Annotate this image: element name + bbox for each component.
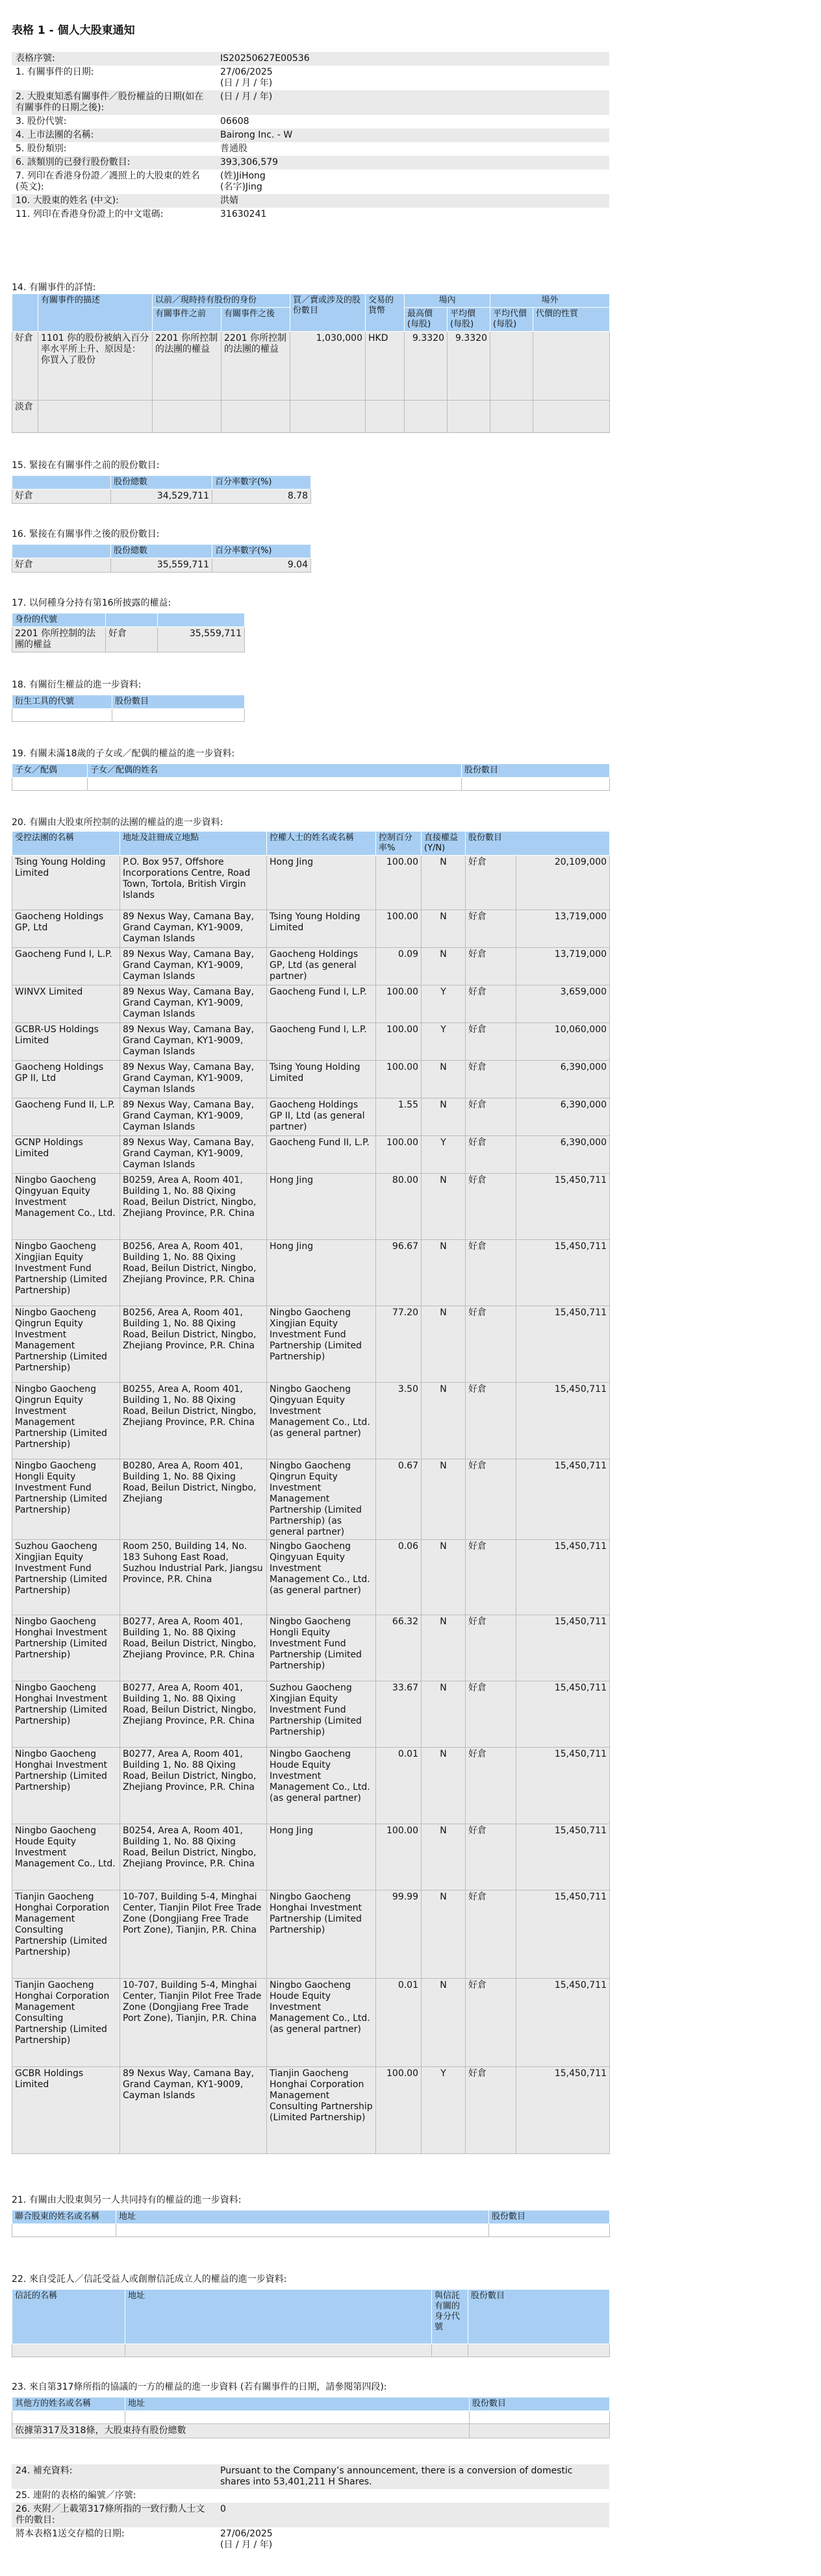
shares: 15,450,711 bbox=[516, 2067, 610, 2154]
corporation-address: 89 Nexus Way, Camana Bay, Grand Cayman, KY1-9009, Cayman Islands bbox=[120, 1023, 267, 1061]
control-percent: 0.01 bbox=[376, 1979, 422, 2067]
col-party-name: 其他方的姓名或名稱 bbox=[12, 2397, 125, 2411]
direct-interest: N bbox=[422, 1890, 466, 1979]
direct-interest: N bbox=[422, 1681, 466, 1748]
section-15-label: 15. 緊接在有關事件之前的股份數目: bbox=[12, 460, 160, 471]
table-row bbox=[12, 2067, 610, 2154]
controller-name: Ningbo Gaocheng Hongli Equity Investment Fund Partnership (Limited Partnership) bbox=[267, 1615, 376, 1681]
shares: 15,450,711 bbox=[516, 1748, 610, 1824]
position-long: 好倉 bbox=[466, 1174, 516, 1240]
field-hint: (日 / 月 / 年) bbox=[220, 78, 273, 88]
shares: 6,390,000 bbox=[516, 1136, 610, 1174]
spouse-child-table bbox=[12, 763, 610, 791]
capacity-before: 2201 你所控制的法團的權益 bbox=[153, 332, 221, 401]
corporation-address: 89 Nexus Way, Camana Bay, Grand Cayman, KY1-9009, Cayman Islands bbox=[120, 910, 267, 948]
section-17-label: 17. 以何種身分持有第16所披露的權益: bbox=[12, 598, 171, 608]
shares: 13,719,000 bbox=[516, 948, 610, 985]
col-shares: 股份數目 bbox=[466, 832, 610, 856]
section-19-label: 19. 有關未滿18歲的子女或／配偶的權益的進一步資料: bbox=[12, 749, 235, 759]
col-before: 有關事件之前 bbox=[153, 308, 221, 332]
position-long: 好倉 bbox=[466, 948, 516, 985]
corporation-name: Gaocheng Holdings GP II, Ltd bbox=[12, 1061, 120, 1098]
position-long: 好倉 bbox=[12, 332, 38, 401]
table-row bbox=[12, 1890, 610, 1979]
field-value: (姓)JiHong bbox=[220, 171, 266, 181]
position-long: 好倉 bbox=[466, 1540, 516, 1615]
col-capacity: 以前／現時持有股份的身份 bbox=[153, 294, 290, 308]
control-percent: 66.32 bbox=[376, 1615, 422, 1681]
position-long: 好倉 bbox=[466, 1240, 516, 1306]
table-row bbox=[12, 1023, 610, 1061]
direct-interest: N bbox=[422, 1061, 466, 1098]
corporation-name: Gaocheng Holdings GP, Ltd bbox=[12, 910, 120, 948]
shares: 15,450,711 bbox=[516, 1459, 610, 1540]
controller-name: Ningbo Gaocheng Qingrun Equity Investment Management Partnership (Limited Partnership) (as general partner) bbox=[267, 1459, 376, 1540]
col-on-exchange: 場內 bbox=[405, 294, 490, 308]
field-label: 2. 大股東知悉有關事件／股份權益的日期(如在有關事件的日期之後): bbox=[12, 90, 216, 115]
corporation-name: Ningbo Gaocheng Hongli Equity Investment Fund Partnership (Limited Partnership) bbox=[12, 1459, 120, 1540]
table-row bbox=[12, 1748, 610, 1824]
corporation-address: 89 Nexus Way, Camana Bay, Grand Cayman, KY1-9009, Cayman Islands bbox=[120, 1098, 267, 1136]
direct-interest: N bbox=[422, 1979, 466, 2067]
controlled-corporations-table bbox=[12, 831, 610, 2154]
col-capacity-code: 身份的代號 bbox=[12, 613, 106, 627]
shares: 15,450,711 bbox=[516, 1890, 610, 1979]
col-shares: 股份數目 bbox=[470, 2397, 610, 2411]
corporation-name: Suzhou Gaocheng Xingjian Equity Investment Fund Partnership (Limited Partnership) bbox=[12, 1540, 120, 1615]
corporation-address: B0256, Area A, Room 401, Building 1, No. 88 Qixing Road, Beilun District, Ningbo, Zhejiang Province, P.R. China bbox=[120, 1306, 267, 1383]
control-percent: 33.67 bbox=[376, 1681, 422, 1748]
corporation-address: 89 Nexus Way, Camana Bay, Grand Cayman, KY1-9009, Cayman Islands bbox=[120, 948, 267, 985]
position-long: 好倉 bbox=[466, 1306, 516, 1383]
field-hint: (日 / 月 / 年) bbox=[220, 2540, 273, 2550]
total-shares: 34,529,711 bbox=[111, 489, 212, 504]
control-percent: 100.00 bbox=[376, 1061, 422, 1098]
shares: 15,450,711 bbox=[516, 1540, 610, 1615]
capacity-after: 2201 你所控制的法團的權益 bbox=[221, 332, 290, 401]
field-label: 11. 列印在香港身份證上的中文電碼: bbox=[16, 209, 164, 219]
shares: 15,450,711 bbox=[516, 1240, 610, 1306]
col-percent: 百分率數字(%) bbox=[212, 476, 311, 489]
shares: 20,109,000 bbox=[516, 856, 610, 910]
col-control-percent: 控制百分率% bbox=[376, 832, 422, 856]
shares: 15,450,711 bbox=[516, 1824, 610, 1890]
corporation-address: B0259, Area A, Room 401, Building 1, No. 88 Qixing Road, Beilun District, Ningbo, Zhejiang Province, P.R. China bbox=[120, 1174, 267, 1240]
controller-name: Hong Jing bbox=[267, 1240, 376, 1306]
field-label: 5. 股份類別: bbox=[16, 143, 67, 154]
direct-interest: N bbox=[422, 1540, 466, 1615]
col-avg-price: 平均價(每股) bbox=[448, 308, 490, 332]
corporation-address: B0277, Area A, Room 401, Building 1, No. 88 Qixing Road, Beilun District, Ningbo, Zhejiang Province, P.R. China bbox=[120, 1681, 267, 1748]
field-label: 24. 補充資料: bbox=[12, 2464, 216, 2489]
table-row bbox=[12, 1681, 610, 1748]
position-short: 淡倉 bbox=[12, 401, 38, 433]
controller-name: Hong Jing bbox=[267, 1824, 376, 1890]
corporation-name: GCBR-US Holdings Limited bbox=[12, 1023, 120, 1061]
control-percent: 96.67 bbox=[376, 1240, 422, 1306]
position-long: 好倉 bbox=[466, 1681, 516, 1748]
controller-name: Tianjin Gaocheng Honghai Corporation Management Consulting Partnership (Limited Partnership) bbox=[267, 2067, 376, 2154]
corporation-address: 89 Nexus Way, Camana Bay, Grand Cayman, KY1-9009, Cayman Islands bbox=[120, 1136, 267, 1174]
col-derivative-code: 衍生工具的代號 bbox=[12, 695, 112, 709]
field-label: 3. 股份代號: bbox=[16, 116, 67, 127]
control-percent: 100.00 bbox=[376, 856, 422, 910]
controller-name: Gaocheng Holdings GP, Ltd (as general partner) bbox=[267, 948, 376, 985]
section-16-label: 16. 緊接在有關事件之後的股份數目: bbox=[12, 529, 160, 539]
filing-date: 27/06/2025 bbox=[220, 2529, 273, 2539]
position-long: 好倉 bbox=[466, 985, 516, 1023]
col-avg-consideration: 平均代價(每股) bbox=[490, 308, 533, 332]
corporation-address: P.O. Box 957, Offshore Incorporations Centre, Road Town, Tortola, British Virgin Islands bbox=[120, 856, 267, 910]
controller-name: Tsing Young Holding Limited bbox=[267, 1061, 376, 1098]
position-long: 好倉 bbox=[466, 910, 516, 948]
controller-name: Ningbo Gaocheng Houde Equity Investment Management Co., Ltd. (as general partner) bbox=[267, 1748, 376, 1824]
position-long: 好倉 bbox=[466, 1824, 516, 1890]
avg-price: 9.3320 bbox=[448, 332, 490, 401]
table-row bbox=[12, 1098, 610, 1136]
corporation-address: 89 Nexus Way, Camana Bay, Grand Cayman, KY1-9009, Cayman Islands bbox=[120, 2067, 267, 2154]
control-percent: 0.01 bbox=[376, 1748, 422, 1824]
control-percent: 77.20 bbox=[376, 1306, 422, 1383]
corporation-address: 89 Nexus Way, Camana Bay, Grand Cayman, KY1-9009, Cayman Islands bbox=[120, 985, 267, 1023]
field-value: 06608 bbox=[220, 116, 249, 127]
controller-name: Suzhou Gaocheng Xingjian Equity Investment Fund Partnership (Limited Partnership) bbox=[267, 1681, 376, 1748]
total-shares: 35,559,711 bbox=[111, 558, 212, 573]
controller-name: Gaocheng Holdings GP II, Ltd (as general partner) bbox=[267, 1098, 376, 1136]
position-long: 好倉 bbox=[466, 1136, 516, 1174]
field-label: 6. 該類別的已發行股份數目: bbox=[12, 156, 216, 169]
corporation-name: Tsing Young Holding Limited bbox=[12, 856, 120, 910]
corporation-name: Gaocheng Fund II, L.P. bbox=[12, 1098, 120, 1136]
position-long: 好倉 bbox=[466, 1979, 516, 2067]
col-currency: 交易的貨幣 bbox=[366, 294, 405, 332]
position-long: 好倉 bbox=[466, 2067, 516, 2154]
direct-interest: N bbox=[422, 910, 466, 948]
corporation-address: B0277, Area A, Room 401, Building 1, No. 88 Qixing Road, Beilun District, Ningbo, Zhejiang Province, P.R. China bbox=[120, 1748, 267, 1824]
control-percent: 1.55 bbox=[376, 1098, 422, 1136]
col-shares: 買／賣或涉及的股份數目 bbox=[290, 294, 366, 332]
position-long: 好倉 bbox=[12, 558, 111, 573]
field-label: 將本表格1送交存檔的日期: bbox=[12, 2527, 216, 2552]
control-percent: 100.00 bbox=[376, 1136, 422, 1174]
table-row bbox=[12, 1306, 610, 1383]
field-value: Bairong Inc. - W bbox=[216, 129, 609, 142]
event-details-table bbox=[12, 293, 610, 433]
position-long: 好倉 bbox=[106, 627, 158, 652]
field-label: 7. 列印在香港身份證／護照上的大股東的姓名(英文): bbox=[16, 171, 200, 192]
trust-table bbox=[12, 2289, 610, 2357]
col-event: 有關事件的描述 bbox=[38, 294, 153, 332]
direct-interest: N bbox=[422, 1615, 466, 1681]
derivative-table bbox=[12, 695, 245, 722]
control-percent: 0.06 bbox=[376, 1540, 422, 1615]
col-corporation: 受控法團的名稱 bbox=[12, 832, 120, 856]
field-value: 393,306,579 bbox=[216, 156, 609, 169]
field-label: 4. 上市法團的名稱: bbox=[12, 129, 216, 142]
field-value: 普通股 bbox=[220, 143, 247, 154]
position-long: 好倉 bbox=[466, 856, 516, 910]
shares-before-table bbox=[12, 475, 311, 504]
control-percent: 100.00 bbox=[376, 910, 422, 948]
field-label: 25. 連附的表格的編號／序號: bbox=[12, 2489, 216, 2503]
controller-name: Ningbo Gaocheng Houde Equity Investment Management Co., Ltd. (as general partner) bbox=[267, 1979, 376, 2067]
corporation-address: 10-707, Building 5-4, Minghai Center, Tianjin Pilot Free Trade Zone (Dongjiang Free Trade Port Zone), Tianjin, P.R. China bbox=[120, 1979, 267, 2067]
control-percent: 99.99 bbox=[376, 1890, 422, 1979]
corporation-name: Ningbo Gaocheng Honghai Investment Partnership (Limited Partnership) bbox=[12, 1615, 120, 1681]
position-long: 好倉 bbox=[466, 1890, 516, 1979]
col-high-price: 最高價(每股) bbox=[405, 308, 448, 332]
position-long: 好倉 bbox=[466, 1098, 516, 1136]
field-value: (日 / 月 / 年) bbox=[216, 90, 609, 115]
table-row bbox=[12, 1136, 610, 1174]
position-long: 好倉 bbox=[466, 1023, 516, 1061]
table-row bbox=[12, 1061, 610, 1098]
field-value: 0 bbox=[216, 2503, 609, 2527]
col-consideration-nature: 代價的性質 bbox=[533, 308, 610, 332]
corporation-name: Tianjin Gaocheng Honghai Corporation Management Consulting Partnership (Limited Partnership) bbox=[12, 1890, 120, 1979]
table-row bbox=[12, 1174, 610, 1240]
direct-interest: N bbox=[422, 1174, 466, 1240]
controller-name: Gaocheng Fund I, L.P. bbox=[267, 1023, 376, 1061]
direct-interest: Y bbox=[422, 2067, 466, 2154]
table-row bbox=[12, 1459, 610, 1540]
capacity-table bbox=[12, 613, 245, 652]
percent: 8.78 bbox=[212, 489, 311, 504]
col-direct: 直接權益(Y/N) bbox=[422, 832, 466, 856]
controller-name: Ningbo Gaocheng Xingjian Equity Investment Fund Partnership (Limited Partnership) bbox=[267, 1306, 376, 1383]
col-trust-name: 信託的名稱 bbox=[12, 2290, 125, 2344]
col-relation: 子女／配偶 bbox=[12, 764, 88, 778]
currency: HKD bbox=[366, 332, 405, 401]
table-row bbox=[12, 856, 610, 910]
col-address: 地址 bbox=[116, 2211, 489, 2224]
col-total: 股份總數 bbox=[111, 476, 212, 489]
shares: 15,450,711 bbox=[516, 1174, 610, 1240]
corporation-address: B0280, Area A, Room 401, Building 1, No. 88 Qixing Road, Beilun District, Ningbo, Zhejiang bbox=[120, 1459, 267, 1540]
section-14-label: 14. 有關事件的詳情: bbox=[12, 282, 96, 293]
shares: 15,450,711 bbox=[516, 1979, 610, 2067]
col-shares: 股份數目 bbox=[468, 2290, 610, 2344]
table-row bbox=[12, 948, 610, 985]
position-long: 好倉 bbox=[466, 1615, 516, 1681]
direct-interest: Y bbox=[422, 1023, 466, 1061]
control-percent: 100.00 bbox=[376, 1824, 422, 1890]
corporation-name: Ningbo Gaocheng Honghai Investment Partnership (Limited Partnership) bbox=[12, 1681, 120, 1748]
direct-interest: N bbox=[422, 1383, 466, 1459]
shares: 13,719,000 bbox=[516, 910, 610, 948]
col-after: 有關事件之後 bbox=[221, 308, 290, 332]
direct-interest: N bbox=[422, 1306, 466, 1383]
position-long: 好倉 bbox=[466, 1459, 516, 1540]
shares: 10,060,000 bbox=[516, 1023, 610, 1061]
section-21-label: 21. 有關由大股東與另一人共同持有的權益的進一步資料: bbox=[12, 2195, 242, 2205]
direct-interest: Y bbox=[422, 1136, 466, 1174]
col-joint-name: 聯合股東的姓名或名稱 bbox=[12, 2211, 116, 2224]
shares-after-table bbox=[12, 544, 311, 573]
corporation-address: B0255, Area A, Room 401, Building 1, No. 88 Qixing Road, Beilun District, Ningbo, Zhejiang Province, P.R. China bbox=[120, 1383, 267, 1459]
direct-interest: N bbox=[422, 1824, 466, 1890]
shares: 6,390,000 bbox=[516, 1098, 610, 1136]
table-row bbox=[12, 1824, 610, 1890]
col-total: 股份總數 bbox=[111, 545, 212, 558]
corporation-name: GCBR Holdings Limited bbox=[12, 2067, 120, 2154]
shares: 35,559,711 bbox=[158, 627, 245, 652]
direct-interest: Y bbox=[422, 985, 466, 1023]
table-row bbox=[12, 1615, 610, 1681]
section-317-total-label: 依據第317及318條，大股東持有股份總數 bbox=[12, 2424, 470, 2438]
high-price: 9.3320 bbox=[405, 332, 448, 401]
direct-interest: N bbox=[422, 1240, 466, 1306]
control-percent: 100.00 bbox=[376, 1023, 422, 1061]
control-percent: 100.00 bbox=[376, 2067, 422, 2154]
direct-interest: N bbox=[422, 1098, 466, 1136]
direct-interest: N bbox=[422, 856, 466, 910]
shares: 15,450,711 bbox=[516, 1615, 610, 1681]
col-address: 地址 bbox=[125, 2397, 470, 2411]
corporation-name: Ningbo Gaocheng Xingjian Equity Investment Fund Partnership (Limited Partnership) bbox=[12, 1240, 120, 1306]
section-23-label: 23. 來自第317條所指的協議的一方的權益的進一步資料 (若有關事件的日期，請參閱第四段): bbox=[12, 2382, 387, 2392]
corporation-name: WINVX Limited bbox=[12, 985, 120, 1023]
table-row bbox=[12, 1979, 610, 2067]
field-value: 27/06/2025 bbox=[220, 67, 273, 77]
corporation-name: Ningbo Gaocheng Qingrun Equity Investment Management Partnership (Limited Partnership) bbox=[12, 1383, 120, 1459]
corporation-address: B0277, Area A, Room 401, Building 1, No. 88 Qixing Road, Beilun District, Ningbo, Zhejiang Province, P.R. China bbox=[120, 1615, 267, 1681]
shares-involved: 1,030,000 bbox=[290, 332, 366, 401]
col-percent: 百分率數字(%) bbox=[212, 545, 311, 558]
shares: 6,390,000 bbox=[516, 1061, 610, 1098]
col-off-exchange: 場外 bbox=[490, 294, 610, 308]
section-20-label: 20. 有關由大股東所控制的法團的權益的進一步資料: bbox=[12, 817, 223, 828]
shares: 15,450,711 bbox=[516, 1681, 610, 1748]
control-percent: 3.50 bbox=[376, 1383, 422, 1459]
corporation-name: Tianjin Gaocheng Honghai Corporation Management Consulting Partnership (Limited Partnership) bbox=[12, 1979, 120, 2067]
field-value: 31630241 bbox=[220, 209, 267, 219]
controller-name: Gaocheng Fund I, L.P. bbox=[267, 985, 376, 1023]
supplementary-info: Pursuant to the Company’s announcement, there is a conversion of domestic shares into 53,401,211 H Shares. bbox=[216, 2464, 609, 2489]
field-value: 洪婧 bbox=[216, 194, 609, 208]
control-percent: 80.00 bbox=[376, 1174, 422, 1240]
col-shares: 股份數目 bbox=[112, 695, 245, 709]
corporation-address: B0254, Area A, Room 401, Building 1, No. 88 Qixing Road, Beilun District, Ningbo, Zhejiang Province, P.R. China bbox=[120, 1824, 267, 1890]
shares: 15,450,711 bbox=[516, 1383, 610, 1459]
col-name: 子女／配偶的姓名 bbox=[88, 764, 462, 778]
corporation-address: 10-707, Building 5-4, Minghai Center, Tianjin Pilot Free Trade Zone (Dongjiang Free Trade Port Zone), Tianjin, P.R. China bbox=[120, 1890, 267, 1979]
corporation-name: Ningbo Gaocheng Houde Equity Investment Management Co., Ltd. bbox=[12, 1824, 120, 1890]
corporation-name: Ningbo Gaocheng Qingrun Equity Investment Management Partnership (Limited Partnership) bbox=[12, 1306, 120, 1383]
col-controller: 控權人士的姓名或名稱 bbox=[267, 832, 376, 856]
field-label: 10. 大股東的姓名 (中文): bbox=[12, 194, 216, 208]
shares: 3,659,000 bbox=[516, 985, 610, 1023]
field-value: (名字)Jing bbox=[220, 182, 262, 192]
direct-interest: N bbox=[422, 948, 466, 985]
col-trust-capacity: 與信託有關的身分代號 bbox=[432, 2290, 468, 2344]
position-long: 好倉 bbox=[466, 1061, 516, 1098]
table-row bbox=[12, 985, 610, 1023]
controller-name: Tsing Young Holding Limited bbox=[267, 910, 376, 948]
footer-fields bbox=[12, 2464, 609, 2552]
corporation-address: B0256, Area A, Room 401, Building 1, No. 88 Qixing Road, Beilun District, Ningbo, Zhejiang Province, P.R. China bbox=[120, 1240, 267, 1306]
col-shares: 股份數目 bbox=[462, 764, 610, 778]
direct-interest: N bbox=[422, 1748, 466, 1824]
controller-name: Ningbo Gaocheng Honghai Investment Partnership (Limited Partnership) bbox=[267, 1890, 376, 1979]
corporation-address: Room 250, Building 14, No. 183 Suhong East Road, Suzhou Industrial Park, Jiangsu Province, P.R. China bbox=[120, 1540, 267, 1615]
controller-name: Hong Jing bbox=[267, 856, 376, 910]
corporation-name: Ningbo Gaocheng Honghai Investment Partnership (Limited Partnership) bbox=[12, 1748, 120, 1824]
percent: 9.04 bbox=[212, 558, 311, 573]
corporation-address: 89 Nexus Way, Camana Bay, Grand Cayman, KY1-9009, Cayman Islands bbox=[120, 1061, 267, 1098]
table-row bbox=[12, 910, 610, 948]
col-address: 地址及註冊成立地點 bbox=[120, 832, 267, 856]
controller-name: Hong Jing bbox=[267, 1174, 376, 1240]
table-row bbox=[12, 1240, 610, 1306]
field-label: 1. 有關事件的日期: bbox=[16, 67, 94, 77]
position-long: 好倉 bbox=[466, 1748, 516, 1824]
control-percent: 0.09 bbox=[376, 948, 422, 985]
table-row bbox=[12, 1540, 610, 1615]
joint-holders-table bbox=[12, 2210, 610, 2237]
form-title: 表格 1 - 個人大股東通知 bbox=[12, 24, 135, 37]
event-description: 1101 你的股份被納入百分率水平所上升、原因是：你買入了股份 bbox=[38, 332, 153, 401]
control-percent: 0.67 bbox=[376, 1459, 422, 1540]
field-label: 表格序號: bbox=[12, 52, 216, 66]
section-22-label: 22. 來自受託人／信託受益人或創辦信託成立人的權益的進一步資料: bbox=[12, 2274, 287, 2285]
position-long: 好倉 bbox=[12, 489, 111, 504]
corporation-name: GCNP Holdings Limited bbox=[12, 1136, 120, 1174]
position-long: 好倉 bbox=[466, 1383, 516, 1459]
corporation-name: Gaocheng Fund I, L.P. bbox=[12, 948, 120, 985]
controller-name: Ningbo Gaocheng Qingyuan Equity Investment Management Co., Ltd. (as general partner) bbox=[267, 1540, 376, 1615]
shares: 15,450,711 bbox=[516, 1306, 610, 1383]
section-317-table bbox=[12, 2397, 610, 2438]
controller-name: Ningbo Gaocheng Qingyuan Equity Investment Management Co., Ltd. (as general partner) bbox=[267, 1383, 376, 1459]
field-label: 26. 夾附／上載第317條所指的一致行動人士文件的數目: bbox=[12, 2503, 216, 2527]
col-address: 地址 bbox=[125, 2290, 432, 2344]
col-shares: 股份數目 bbox=[489, 2211, 610, 2224]
table-row bbox=[12, 1383, 610, 1459]
field-value: IS20250627E00536 bbox=[216, 52, 609, 66]
direct-interest: N bbox=[422, 1459, 466, 1540]
header-fields bbox=[12, 52, 609, 221]
capacity-code: 2201 你所控制的法團的權益 bbox=[12, 627, 106, 652]
section-18-label: 18. 有關衍生權益的進一步資料: bbox=[12, 680, 142, 690]
controller-name: Gaocheng Fund II, L.P. bbox=[267, 1136, 376, 1174]
control-percent: 100.00 bbox=[376, 985, 422, 1023]
corporation-name: Ningbo Gaocheng Qingyuan Equity Investment Management Co., Ltd. bbox=[12, 1174, 120, 1240]
